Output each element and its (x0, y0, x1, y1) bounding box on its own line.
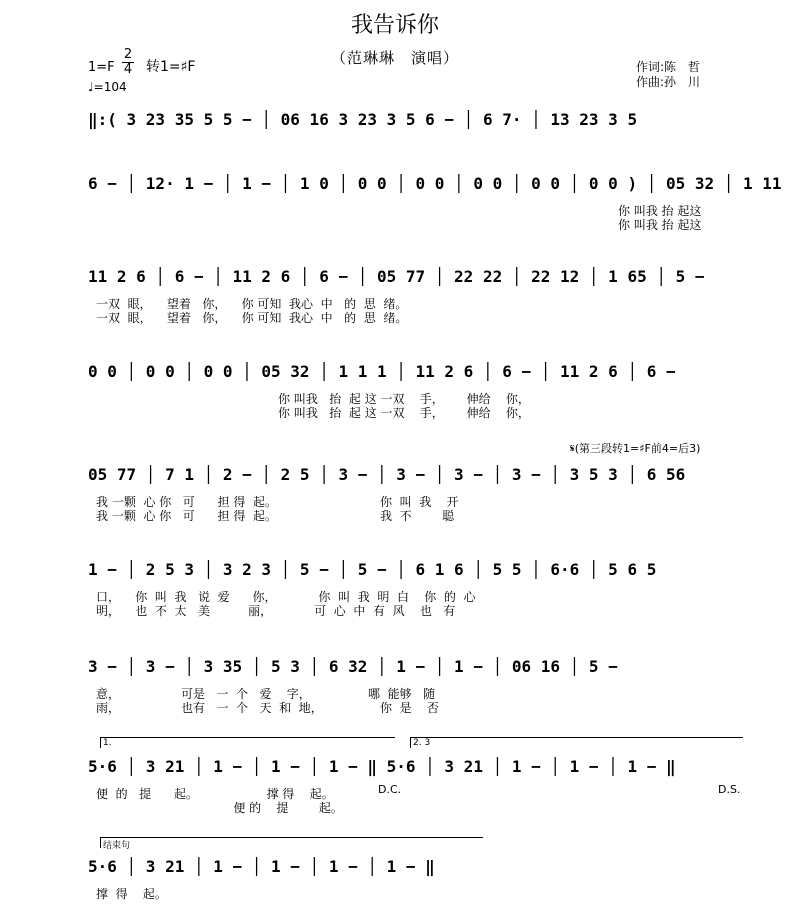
staff-system-7 (88, 655, 738, 715)
lyric-line-5-verse-1: 我 一颗 心 你 可 担 得 起。 你 叫 我 开 (96, 495, 459, 509)
volta-first-ending: 1. (100, 737, 395, 748)
notation-line-1: ‖:( 3 23 35 5 5 − │ 06 16 3 23 3 5 6 − │ 6 7· │ 13 23 3 5 (88, 110, 638, 129)
lyric-line-3-verse-2: 一双 眼， 望着 你， 你 可知 我心 中 的 思 绪。 (96, 311, 408, 325)
staff-system-9 (88, 855, 738, 905)
dc-marking: D.C. (378, 783, 402, 796)
segno-instruction: 𝄋(第三段转1=♯F前4=后3) (570, 442, 701, 455)
notation-line-4: 0 0 │ 0 0 │ 0 0 │ 05 32 │ 1 1 1 │ 11 2 6 │ 6 − │ 11 2 6 │ 6 − (88, 362, 676, 381)
song-title: 我告诉你 (350, 13, 439, 38)
song-subtitle: （范琳琳 演唱） (330, 49, 459, 67)
staff-system-4 (88, 360, 738, 420)
time-signature-bottom: 4 (123, 62, 133, 77)
lyricist-credit: 作词:陈 哲 (636, 60, 701, 74)
time-signature-top: 2 (123, 47, 133, 62)
notation-line-9: 5·6 │ 3 21 │ 1 − │ 1 − │ 1 − │ 1 − ‖ (88, 857, 435, 876)
notation-line-3: 11 2 6 │ 6 − │ 11 2 6 │ 6 − │ 05 77 │ 22 22 │ 22 12 │ 1 65 │ 5 − (88, 267, 705, 286)
composer-credit: 作曲:孙 川 (636, 75, 701, 89)
key-signature: 1=F (88, 60, 115, 75)
lyric-line-2-verse-1: 你 叫我 抬 起这 (618, 204, 702, 218)
staff-system-8 (88, 755, 741, 815)
staff-system-3 (88, 265, 738, 325)
modulation-label: 转1=♯F (146, 59, 196, 75)
lyric-line-6-verse-1: 口， 你 叫 我 说 爱 你， 你 叫 我 明 白 你 的 心 (96, 590, 476, 604)
notation-line-5: 05 77 │ 7 1 │ 2 − │ 2 5 │ 3 − │ 3 − │ 3 − │ 3 − │ 3 5 3 │ 6 56 (88, 465, 686, 484)
lyric-line-8-verse-2: 便 的 提 起。 (96, 801, 343, 815)
lyric-line-7-verse-1: 意， 可是 一 个 爱 字， 哪 能够 随 (96, 687, 436, 701)
time-signature (122, 48, 134, 77)
notation-line-2: 6 − │ 12· 1 − │ 1 − │ 1 0 │ 0 0 │ 0 0 │ 0 0 │ 0 0 │ 0 0 ) │ 05 32 │ 1 11 (88, 174, 782, 193)
lyric-line-4-verse-2: 你 叫我 抬 起 这 一双 手， 伸给 你， (278, 406, 530, 420)
ds-marking: D.S. (718, 783, 741, 796)
lyric-line-6-verse-2: 明， 也 不 太 美 丽， 可 心 中 有 风 也 有 (96, 604, 456, 618)
coda-ending-bracket: 结束句 (100, 837, 483, 848)
lyric-line-2-verse-2: 你 叫我 抬 起这 (618, 218, 702, 232)
lyric-line-8-verse-1: 便 的 提 起。 撑 得 起。 (96, 787, 334, 801)
lyric-line-5-verse-2: 我 一颗 心 你 可 担 得 起。 我 不 聪 (96, 509, 455, 523)
lyric-line-9: 撑 得 起。 (96, 887, 167, 901)
staff-system-2 (88, 172, 782, 232)
lyric-line-3-verse-1: 一双 眼， 望着 你， 你 可知 我心 中 的 思 绪。 (96, 297, 408, 311)
staff-system-5 (88, 463, 738, 523)
staff-system-6 (88, 558, 738, 618)
lyric-line-7-verse-2: 雨， 也有 一 个 天 和 地， 你 是 否 (96, 701, 439, 715)
volta-second-ending: 2. 3 (410, 737, 743, 748)
tempo-marking: ♩=104 (88, 80, 127, 94)
notation-line-7: 3 − │ 3 − │ 3 35 │ 5 3 │ 6 32 │ 1 − │ 1 − │ 06 16 │ 5 − (88, 657, 618, 676)
notation-line-6: 1 − │ 2 5 3 │ 3 2 3 │ 5 − │ 5 − │ 6 1 6 │ 5 5 │ 6·6 │ 5 6 5 (88, 560, 657, 579)
staff-system-1 (88, 108, 738, 148)
lyric-line-4-verse-1: 你 叫我 抬 起 这 一双 手， 伸给 你， (278, 392, 530, 406)
notation-line-8: 5·6 │ 3 21 │ 1 − │ 1 − │ 1 − ‖ 5·6 │ 3 21 │ 1 − │ 1 − │ 1 − ‖ (88, 757, 676, 776)
